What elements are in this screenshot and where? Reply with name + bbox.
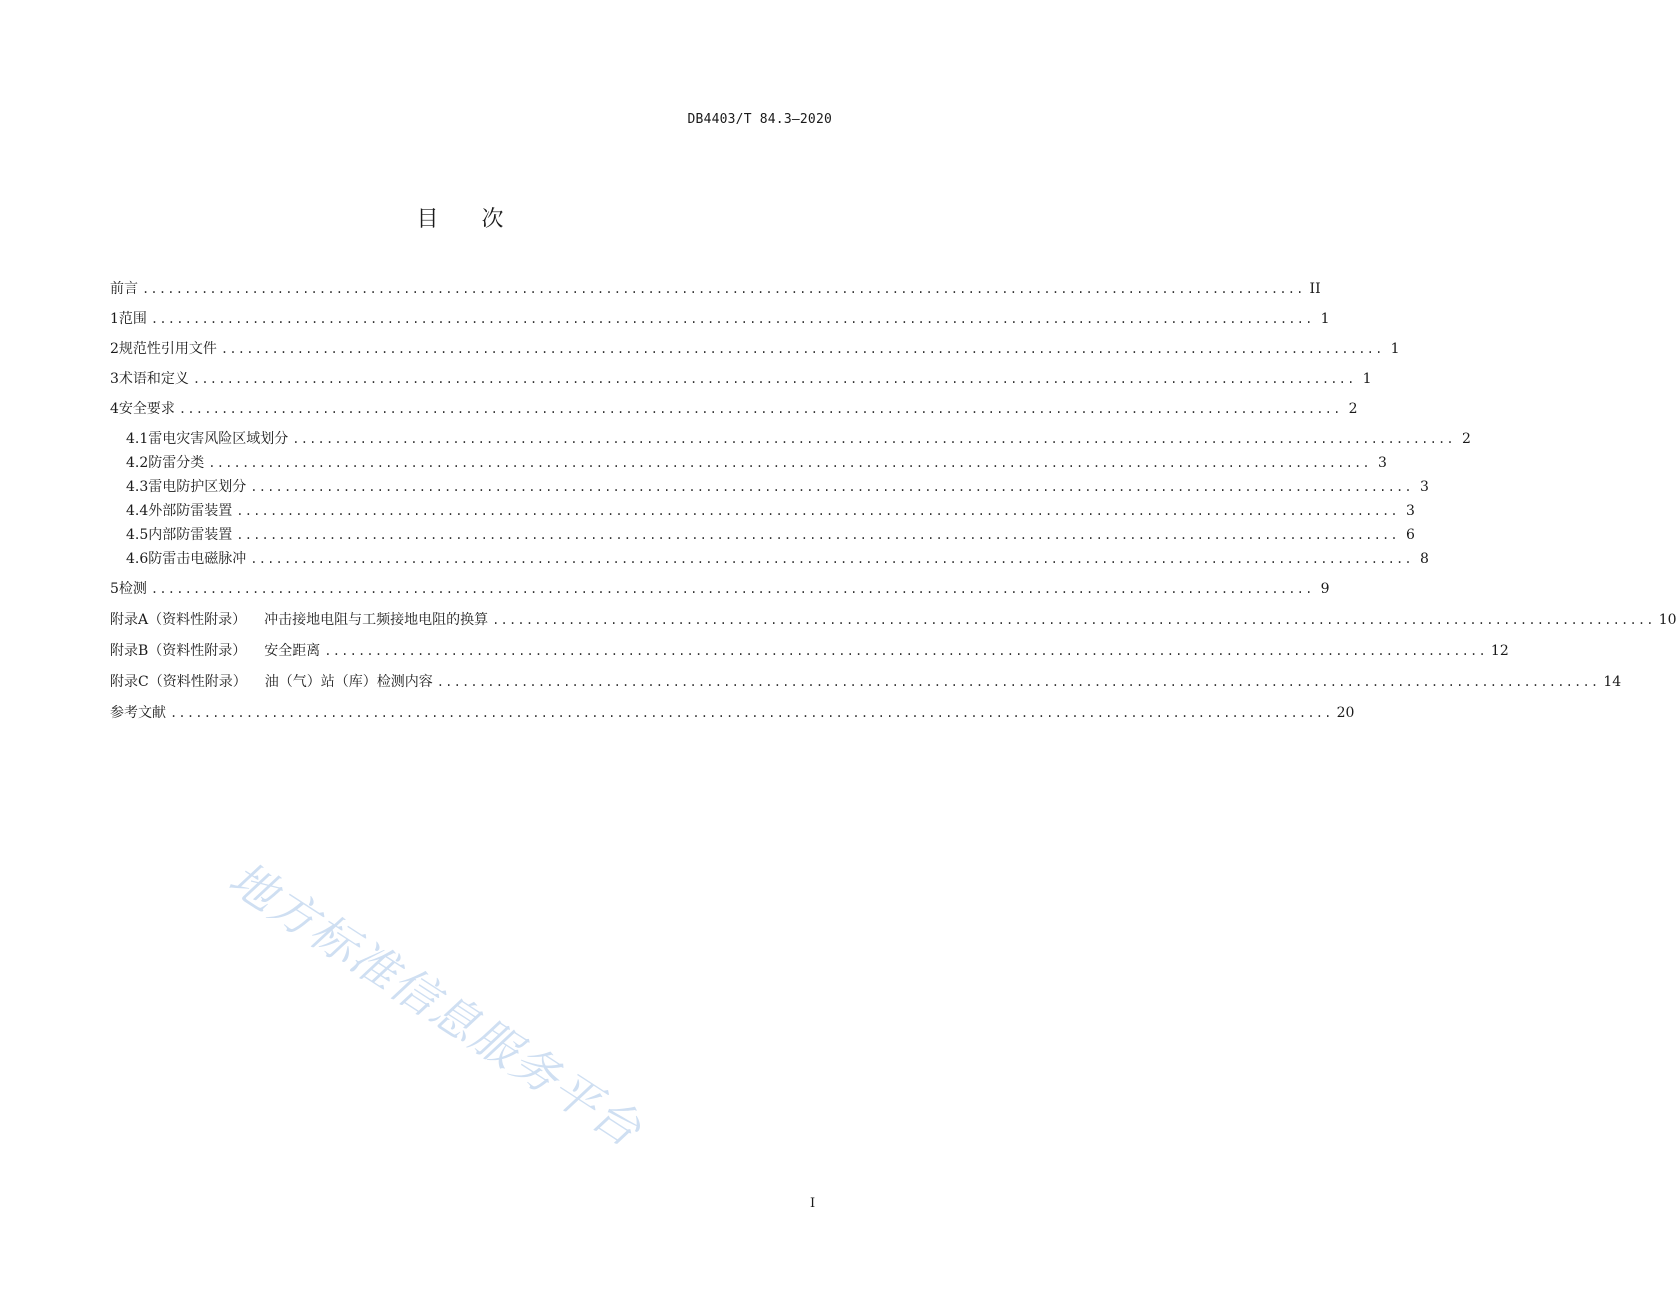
toc-entry-number: 3 — [110, 371, 119, 387]
toc-entry-label: 前言 — [110, 281, 138, 297]
toc-entry-4-3[interactable] — [126, 476, 1429, 498]
toc-entry-label: 防雷分类 — [148, 455, 205, 471]
leader-dots: .......................................................................................................................................... — [170, 706, 1333, 720]
toc-entry-page: 3 — [1419, 479, 1429, 495]
toc-entry-page: 14 — [1603, 674, 1622, 690]
toc-entry-terms[interactable] — [110, 368, 1372, 390]
toc-entry-label: 油（气）站（库）检测内容 — [264, 674, 433, 690]
toc-entry-page: 9 — [1320, 581, 1330, 597]
document-code: DB4403/T 84.3—2020 — [687, 112, 832, 127]
toc-entry-label: 雷电防护区划分 — [148, 479, 247, 495]
toc-entry-number: 5 — [110, 581, 119, 597]
toc-entry-appendix-tag: 附录C（资料性附录） — [110, 674, 247, 690]
toc-entry-page: 6 — [1405, 527, 1415, 543]
leader-dots: .......................................................................................................................................... — [150, 312, 1314, 326]
page-title: 目 次 — [416, 207, 522, 232]
leader-dots: .......................................................................................................................................... — [292, 432, 1455, 446]
leader-dots: .......................................................................................................................................... — [436, 675, 1600, 689]
leader-dots: .......................................................................................................................................... — [142, 282, 1305, 296]
toc-entry-appendix-tag: 附录B（资料性附录） — [110, 643, 247, 659]
toc-entry-label: 雷电灾害风险区域划分 — [148, 431, 289, 447]
toc-entry-label: 术语和定义 — [118, 371, 189, 387]
leader-dots: .......................................................................................................................................... — [220, 342, 1384, 356]
toc-entry-page: 1 — [1362, 371, 1372, 387]
toc-entry-label: 范围 — [118, 311, 147, 327]
toc-entry-appendix-b[interactable] — [110, 640, 1509, 662]
toc-entry-page: 1 — [1320, 311, 1330, 327]
toc-entry-page: 20 — [1336, 705, 1355, 721]
toc-entry-page: 3 — [1377, 455, 1387, 471]
toc-entry-appendix-a[interactable] — [110, 609, 1677, 631]
leader-dots: .......................................................................................................................................... — [324, 644, 1487, 658]
toc-entry-page: 8 — [1419, 551, 1429, 567]
toc-entry-foreword[interactable] — [110, 278, 1321, 300]
leader-dots: .......................................................................................................................................... — [250, 480, 1413, 494]
toc-entry-label: 内部防雷装置 — [148, 527, 233, 543]
toc-entry-label: 外部防雷装置 — [148, 503, 233, 519]
leader-dots: .......................................................................................................................................... — [192, 372, 1356, 386]
toc-entry-label: 安全要求 — [118, 401, 175, 417]
toc-entry-page: 1 — [1390, 341, 1400, 357]
toc-entry-normative-references[interactable] — [110, 338, 1400, 360]
toc-entry-number: 2 — [110, 341, 119, 357]
toc-entry-number: 4.2 — [126, 455, 149, 471]
toc-entry-number: 4.4 — [126, 503, 149, 519]
toc-entry-4-1[interactable] — [126, 428, 1471, 450]
page-number: I — [810, 1196, 816, 1211]
toc-entry-bibliography[interactable] — [110, 702, 1355, 724]
toc-entry-safety-requirements[interactable] — [110, 398, 1358, 420]
toc-entry-4-5[interactable] — [126, 524, 1415, 546]
leader-dots: .......................................................................................................................................... — [236, 504, 1399, 518]
toc-entry-label: 规范性引用文件 — [118, 341, 217, 357]
toc-entry-page: 12 — [1490, 643, 1509, 659]
toc-entry-label: 参考文献 — [110, 705, 166, 721]
toc-entry-label: 防雷击电磁脉冲 — [148, 551, 247, 567]
leader-dots: .......................................................................................................................................... — [178, 402, 1342, 416]
toc-entry-appendix-tag: 附录A（资料性附录） — [110, 612, 247, 628]
toc-entry-number: 4 — [110, 401, 119, 417]
toc-entry-page: 2 — [1461, 431, 1471, 447]
toc-entry-number: 4.3 — [126, 479, 149, 495]
leader-dots: .......................................................................................................................................... — [236, 528, 1399, 542]
toc-entry-label: 安全距离 — [264, 643, 321, 659]
toc-entry-scope[interactable] — [110, 308, 1330, 330]
leader-dots: .......................................................................................................................................... — [250, 552, 1413, 566]
toc-entry-page: 2 — [1348, 401, 1358, 417]
toc-entry-appendix-c[interactable] — [110, 671, 1622, 693]
toc-entry-label: 检测 — [118, 581, 147, 597]
watermark: 地方标准信息服务平台 — [219, 850, 652, 1158]
toc-entry-number: 4.1 — [126, 431, 149, 447]
leader-dots: .......................................................................................................................................... — [150, 582, 1314, 596]
toc-entry-page: 3 — [1405, 503, 1415, 519]
toc-entry-number: 4.5 — [126, 527, 149, 543]
toc-entry-4-4[interactable] — [126, 500, 1415, 522]
toc-entry-page: II — [1309, 281, 1321, 297]
toc-entry-4-6[interactable] — [126, 548, 1429, 570]
toc-entry-inspection[interactable] — [110, 578, 1330, 600]
toc-entry-4-2[interactable] — [126, 452, 1387, 474]
leader-dots: .......................................................................................................................................... — [208, 456, 1371, 470]
toc-entry-page: 10 — [1658, 612, 1677, 628]
toc-entry-number: 1 — [110, 311, 119, 327]
leader-dots: .......................................................................................................................................... — [492, 613, 1655, 627]
toc-entry-label: 冲击接地电阻与工频接地电阻的换算 — [264, 612, 489, 628]
toc-entry-number: 4.6 — [126, 551, 149, 567]
